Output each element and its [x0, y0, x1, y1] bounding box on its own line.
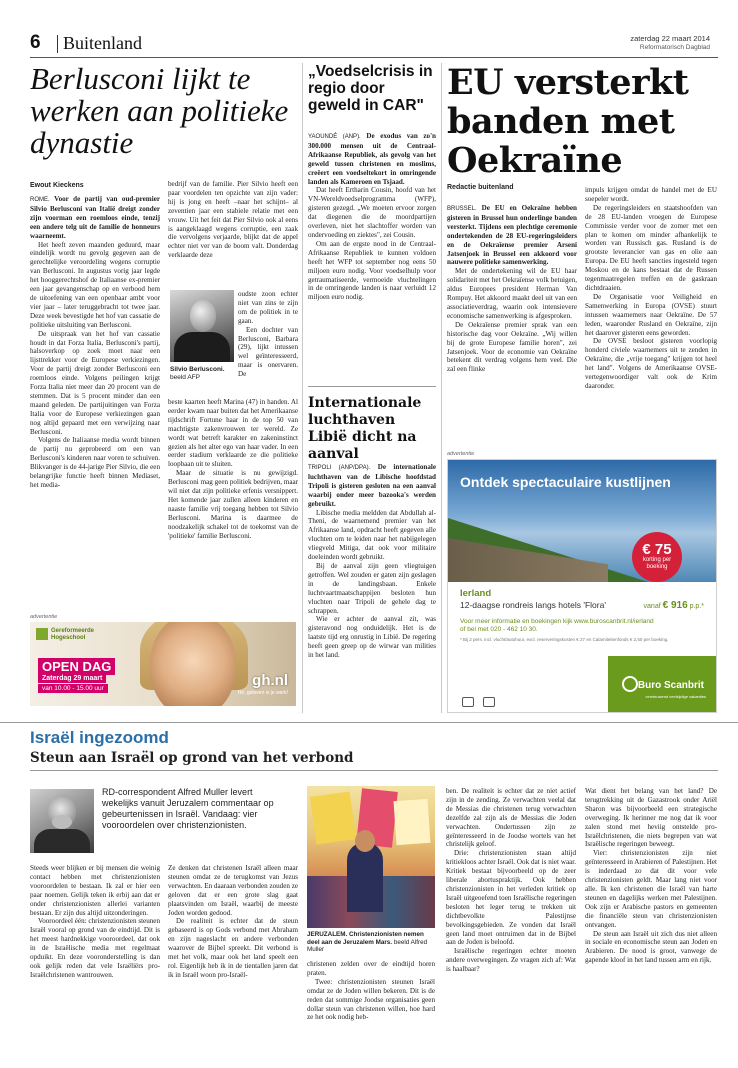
ad-destination: Ierland: [460, 588, 492, 599]
advertentie-label-left: advertentie: [30, 614, 58, 620]
header-date: zaterdag 22 maart 2014: [630, 34, 710, 43]
open-dag-title: OPEN DAG: [38, 658, 115, 675]
israel-para: Ze denken dat christenen Israël alleen maar steunen omdat ze de terugkomst van Jezus verwachten. En daaraan verbonden zouden ze geloven dat er een grote slag gaat plaatsvinden om Israël, waarbij de meeste Joden worden gedood.: [168, 864, 298, 917]
israel-para: ben. De realiteit is echter dat ze niet actief zijn in de zending. Ze verwachten veelal dat de Messias die christenen terug verwachten dezelfde zal zijn als de Messias die Joden verwachten. Ondertussen zijn ze geïnteresseerd in de Joodse wortels van het christelijk geloof.: [446, 787, 576, 849]
israel-col2: [168, 864, 298, 980]
photo-suit-shape: [174, 332, 230, 362]
badge-sub1: korting per: [642, 557, 672, 563]
voedsel-para: Om aan de ergste nood in de Centraal-Afrikaanse Republiek te kunnen voldoen heeft het WFP tot september nog eens 50 miljoen euro nodig. Voor voedselhulp voor getraumatiseerde, vermoeide vluchtelingen in de omringende landen is naar verluidt 12 miljoen euro nodig.: [308, 239, 436, 302]
certification-seals: [462, 692, 499, 711]
eu-para: De OVSE besloot gisteren voorlopig honderd civiele waarnemers uit te zenden in Oekraïne, die „vrije toegang" krijgen tot heel het land". Volgens de Amerikaanse OVSE-vertegenwoordiger valt ook de Krim daaronder.: [585, 337, 717, 390]
israel-para: De realiteit is echter dat de steun gebaseerd is op Gods verbond met Abraham en zijn nageslacht en andere verbonden waarover de Bijbel spreekt. Dit verbond is met het volk, maar ook het land speelt een rol. Eigenlijk heb ik in de tientallen jaren dat ik in Israël woon pro-Israël-: [168, 917, 298, 979]
sgr-seal-icon: [483, 697, 495, 707]
israel-para: Wat dient het belang van het land? De terugtrekking uit de Gazastrook onder Ariël Sharon was bijvoorbeeld een strategische overweging. Ik herinner me nog dat ik voor zalen stond met heviig ontstelde pro-Israëlchristenen, die niets begrepen van wat Israëlische regeringen beweegt.: [585, 787, 717, 849]
discount-badge: [632, 532, 682, 582]
mars-photo-caption: [307, 931, 435, 954]
gh-slogan: Hé, geloven is je werk!: [237, 690, 288, 696]
berlusconi-col1: [30, 195, 160, 490]
berlusconi-col2-bottom: [168, 398, 298, 541]
eu-oekraine-headline: EU versterkt banden met Oekraïne: [447, 62, 689, 181]
page-number: 6: [30, 32, 41, 53]
gh-logo-text: [51, 628, 94, 642]
berlusconi-para: Het heeft zeven maanden geduurd, maar eindelijk wordt nu gevolg gegeven aan de gerechtelijke veroordeling wegens corruptie van Berlusconi. In augustus vorig jaar legde het hooggerechtshof de Italiaanse ex-premier een jaar gevangenschap op en verbood hem de uitoefening van een openbaar ambt voor vier jaar – later teruggebracht tot twee jaar. Deze week bevestigde het hof van cassatie de politieke uitsluiting van Berlusconi.: [30, 240, 160, 329]
gh-logo-line2: Hogeschool: [51, 635, 86, 641]
gh-logo-icon: [36, 628, 48, 640]
eu-para: impuls krijgen omdat de handel met de EU soepeler wordt.: [585, 186, 717, 203]
section-divider: [0, 722, 738, 723]
person-shape: [347, 842, 383, 912]
eu-para: De Oekraïense premier sprak van een historische dag voor Oekraïne. „Wij willen bij de grote Europese familie horen", zei Jatsenjoek. Voor de economie van Oekraïne betekent dit verdrag volgens hem veel. Die zal een flinke: [447, 320, 577, 374]
buro-logo-icon: [622, 676, 638, 692]
ad-info-phone: of bel met 020 - 462 10 30.: [460, 626, 538, 633]
berlusconi-headline: Berlusconi lijkt te werken aan politieke dynastie: [30, 61, 289, 160]
open-dag-date: Zaterdag 29 maart: [38, 674, 106, 683]
gh-url-link[interactable]: gh.nl: [252, 672, 288, 689]
berlusconi-para: Volgens de Italiaanse media wordt binnen de partij nu geprobeerd om een van Berlusconi's kinderen naar voren te schuiven. Blikvanger is de 44-jarige Pier Silvio, die een belangrijke functie heeft binnen Mediaset, het media-: [30, 436, 160, 489]
israel-intro: RD-correspondent Alfred Muller levert wekelijks vanuit Jeruzalem commentaar op gebeurtenissen in Israël. Vandaag: vier vooroordelen over christenzionisten.: [102, 787, 274, 830]
caption-credit: beeld Alfred Muller: [307, 938, 428, 954]
ad-trip: 12-daagse rondreis langs hotels 'Flora': [460, 600, 606, 610]
voedsel-para: Dat heeft Ertharin Cousin, hoofd van het VN-Wereldvoedselprogramma (WFP), gisteren gezegd. „We moeten ervoor zorgen dat diegenen die de moordpartijen overleven, niet het slachtoffer worden van ondervoeding en ziektes", zei Cousin.: [308, 186, 436, 239]
libie-body: [308, 463, 436, 660]
voedsel-lead: YAOUNDÉ (ANP). De exodus van zo'n 300.000 mensen uit de Centraal-Afrikaanse Republiek, als gevolg van het geweld tussen christenen en moslims, creëert een voedseltekort in omringende landen als Kameroen en Tsjaad.: [308, 132, 436, 186]
israel-para: christenen zelden over de eindtijd horen praten.: [307, 960, 435, 977]
eu-para: De Organisatie voor Veiligheid en Samenwerking in Europa (OVSE) stuurt intussen waarnemers naar Oekraïne. De 57 leden, waaronder Rusland en Oekraïne, zijn het daarover gisteren eens geworden.: [585, 292, 717, 337]
caption-bold: JERUZALEM. Christenzionisten nemen deel aan de Jeruzalem Mars.: [307, 931, 424, 946]
berlusconi-para: beste kaarten heeft Marina (47) in handen. Al eerder kwam naar buiten dat het Amerikaanse tijdschrift Fortune haar in de top 50 van machtigste zakenvrouwen ter wereld. Ze wordt wat betreft karakter en zakeninstinct gezien als het alter ego van haar vader. In een eerder stadium verklaarde ze die politieke loopbaan uit te sluiten.: [168, 398, 298, 469]
badge-amount: € 75: [642, 541, 672, 558]
berlusconi-col2-beside: [238, 290, 298, 379]
israel-col4: [446, 787, 576, 974]
price-amount: € 916: [662, 600, 688, 611]
ad-info-link[interactable]: Voor meer informatie en boekingen kijk www.buroscanbrit.nl/ierland: [460, 618, 654, 625]
libie-headline: Internationale luchthaven Libië dicht na aanval: [308, 395, 422, 462]
ad-face-shape: [150, 622, 236, 706]
gh-open-dag-ad[interactable]: [30, 622, 296, 706]
israel-section-title: Israël ingezoomd: [30, 728, 169, 747]
price-prefix: vanaf: [643, 603, 661, 610]
header-divider: [57, 35, 58, 53]
silvio-berlusconi-photo: [170, 290, 234, 362]
israel-para: Vooroordeel één: christenzionisten steunen Israël vooral op grond van de eindtijd. Dit is het meest hardnekkige vooroordeel, dat ook in de Israëlische media met regelmaat opduikt. En deze vooronderstelling is dan ook gelijk reden dat vele Israëliërs pro-Israëlchristenen wantrouwen.: [30, 917, 160, 979]
buro-brand-sub: vernieuwend veelzijdige vakanties: [645, 694, 706, 699]
berlusconi-lead: ROME. Voor de partij van oud-premier Silvio Berlusconi van Italië dreigt zonder zijn voorman een roemloos einde, tenzij een andere telg uit de familie de honneurs waarneemt.: [30, 195, 160, 240]
photo-body-shape: [34, 829, 90, 853]
flag-shape: [394, 799, 431, 845]
section-title: Buitenland: [63, 33, 142, 53]
libie-para: Bij de aanval zijn geen vliegtuigen getroffen. Wel zouden er gaten zijn geslagen in de landingsbaan. Enkele luchtvaartmaatschappijen besloten hun vluchten naar Tripoli de gehele dag te schrappen.: [308, 561, 436, 615]
libie-para: Wie er achter de aanval zit, was gisteravond nog onduidelijk. Het is de laatste tijd erg onrustig in Libië. De regering heeft geen greep op de wirwar van milities in het land.: [308, 615, 436, 660]
israel-para: Vier: christenzionisten zijn niet geïnteresseerd in Arabieren of Palestijnen. Het is inderdaad zo dat dit voor vele christenzionisten geldt. Maar lang niet voor alle. Ik ken christenen die Israël van harte steunen en dagelijks werken met Palestijnen. Ook zijn er Arabische pastors en gemeenten die financiële steun van christenzionisten ontvangen.: [585, 849, 717, 929]
eu-para: Met de ondertekening wil de EU haar solidariteit met het Oekraïense volk betuigen, aldus Europees president Herman Van Rompuy. Het akkoord maakt deel uit van een associatieverdrag, waarin ook intensievere economische samenwerking is afgesproken.: [447, 267, 577, 320]
silvio-photo-caption: [170, 366, 234, 382]
israel-headline: Steun aan Israël op grond van het verbond: [30, 750, 354, 766]
ad-price: [644, 600, 704, 611]
caption-bold: Silvio Berlusconi.: [170, 366, 225, 373]
voedselcrisis-body: [308, 132, 436, 302]
berlusconi-para: Maar de situatie is nu gewijzigd. Berlusconi mag geen politiek bedrijven, maar wil niet dat zijn politieke erfenis versnippert. Het komende jaar zullen alleen kinderen en naaste familie vrij toegang hebben tot Silvio Berlusconi. Marina is daarmee de noodzakelijk schakel tot de toekomst van de 'politieke' familie Berlusconi.: [168, 469, 298, 540]
israel-para: Twee: christenzionisten steunen Israël omdat ze de Joden willen bekeren. Dit is de reden dat sommige Joodse organisaties geen dollar steun van christenen willen, hoe hard ze het ook nodig heb-: [307, 977, 435, 1022]
price-suffix: p.p.*: [689, 603, 704, 610]
ad-info: [460, 618, 710, 634]
israel-col5: [585, 787, 717, 965]
flag-shape: [310, 791, 356, 844]
anvr-seal-icon: [462, 697, 474, 707]
jeruzalem-mars-photo: [307, 786, 435, 928]
photo-beard-shape: [52, 815, 72, 829]
israel-para: De steun aan Israël uit zich dus niet alleen in sociale en economische steun aan Joden en Arabieren. De nood is groot, vanwege de gapende kloof in het land tussen arm en rijk.: [585, 929, 717, 965]
libie-lead: TRIPOLI (ANP/DPA). De internationale luchthaven van de Libische hoofdstad Tripoli is gisteren gesloten na een aanval waarbij onder meer bazooka's werden gebruikt.: [308, 463, 436, 508]
israel-para: Steeds weer blijken er bij mensen die weinig contact hebben met christenzionisten vooroordelen te bestaan. Ik zal er hier een paar noemen. Gelijk teken ik erbij aan dat er onder christenzionisten allerlei varianten bestaan. Er zijn dus altijd uitzonderingen.: [30, 864, 160, 917]
badge-sub2: boeking: [646, 564, 668, 570]
eu-para: De regeringsleiders en staatshoofden van de 28 EU-landen vroegen de Europese Commissie verder voor de zomer met een plan te komen om minder afhankelijk te worden van Russisch gas. Rusland is de grootste leverancier van gas en olie aan Europa. De EU heeft sancties ingesteld tegen Moskou en de kans bestaat dat de Russen tegenmaatregelen treffen en de gaskraan dichtdraaien.: [585, 203, 717, 292]
israel-para: Drie: christenzionisten staan altijd kritiekloos achter Israël. Ook dat is niet waar. Kritiek bestaat bijvoorbeeld op de zeer liberale abortuspraktijk. Ook hebben christenzionisten in het verleden kritiek op Israël uitgeoefend toen Israëlische regeringen besloten het leger terug te trekken uit dichtbevolkte Palestijnse bevolkingsgebieden. Ze vonden dat Israël geen land moet ontruimen dat in de Bijbel aan de Joden is beloofd.: [446, 849, 576, 947]
israel-para: Israëlische regeringen echter moeten andere overwegingen. Ze vragen zich af: Wat is haalbaar?: [446, 947, 576, 974]
caption-credit: beeld AFP: [170, 374, 200, 381]
libie-para: Libische media meldden dat Abdullah al-Theni, de waarnemend premier van het Afrikaanse land, opdracht heeft gegeven alle vluchten om te leiden naar het nabijgelegen vliegveld Mitiga, dat ook voor militaire doeleinden wordt gebruikt.: [308, 508, 436, 562]
open-dag-time: van 10.00 - 15.00 uur: [38, 684, 108, 693]
photo-head-shape: [190, 300, 216, 332]
eu-byline: Redactie buitenland: [447, 184, 514, 191]
berlusconi-col2-top: bedrijf van de familie. Pier Silvio heeft een paar voordelen ten opzichte van zijn vader: hij is jong en heeft –naar het schijnt– al zeventien jaar een stabiele relatie met een vrouw. Uit het feit dat Pier Silvio ook al eens is aangeklaagd wegens corruptie, een zaak die vervolgens verjaarde, blijkt dat de appel echter niet ver van de boom valt. Donderdag verklaarde deze: [168, 180, 298, 260]
buro-brand-name: Buro Scanbrit: [637, 680, 704, 691]
eu-lead: BRUSSEL. De EU en Oekraïne hebben gisteren in Brussel hun onderlinge banden versterkt. Tijdens een plechtige ceremonie ondertekenden de 28 EU-regeringsleiders en de Oekraïense premier Arseni Jatsenjoek in Brussel een akkoord voor nauwere politieke samenwerking.: [447, 204, 578, 267]
alfred-muller-photo: [30, 789, 94, 853]
buro-scanbrit-ad[interactable]: [447, 459, 717, 713]
berlusconi-para: De uitspraak van het hof van cassatie houdt in dat Forza Italia, Berlusconi's partij, halsoverkop op zoek moet naar een lijsttrekker voor de Europese verkiezingen. Voor de partij dreigt zonder Berlusconi een roemloos einde. Volgens peilingen krijgt Forza Italia niet meer dan 20 procent van de stemmen. Dat is 5 procent minder dan een maand geleden. De partijuitingen van Forza Italia voor de Europese verkiezingen gaan nog altijd gepaard met een verwijzing naar Berlusconi.: [30, 329, 160, 436]
eu-col1: [447, 204, 577, 374]
berlusconi-byline: Ewout Kieckens: [30, 182, 84, 189]
voedselcrisis-headline: „Voedselcrisis in regio door geweld in CAR": [308, 63, 433, 114]
israel-col3: [307, 960, 435, 1022]
ad-smallprint: * Bij 2 pers. incl. vlucht/autohuur, excl. reserveringskosten € 27 en Calamiteitenfonds € 2,50 per boeking.: [460, 637, 669, 642]
person-head-shape: [355, 830, 375, 852]
gh-logo-line1: Gereformeerde: [51, 628, 95, 634]
israel-col1: [30, 864, 160, 980]
header-date-block: [630, 34, 710, 52]
ad-title: Ontdek spectaculaire kustlijnen: [460, 474, 671, 490]
eu-col2: [585, 186, 717, 391]
berlusconi-para: Een dochter van Berlusconi, Barbara (29), lijkt intussen wel geïnteresseerd, maar is onervaren. De: [238, 325, 298, 379]
advertentie-label-right: advertentie: [447, 451, 475, 457]
header-paper: Reformatorisch Dagblad: [639, 44, 710, 51]
berlusconi-para: oudste zoon echter niet van zins te zijn om de politiek in te gaan.: [238, 290, 298, 325]
